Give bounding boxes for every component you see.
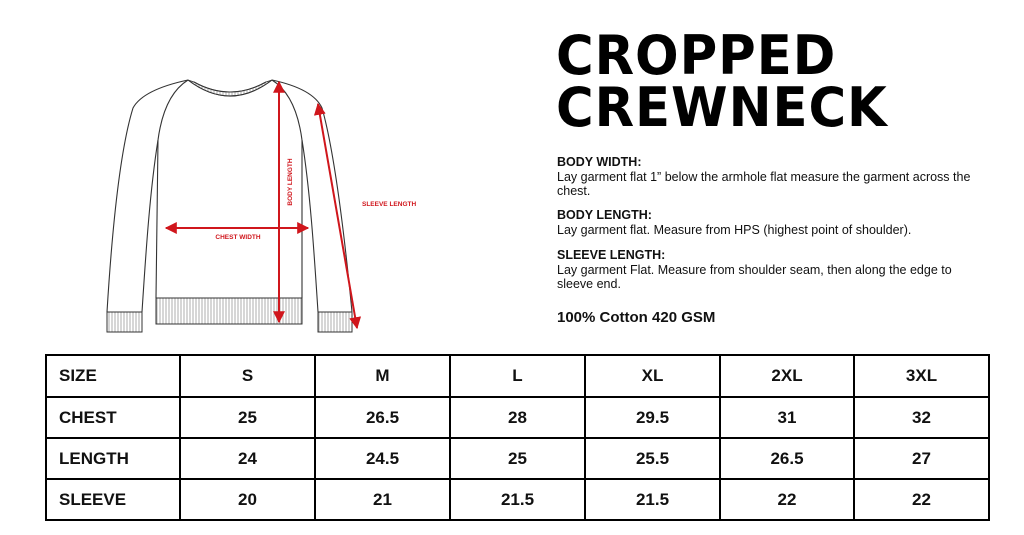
title-line-1: CROPPED xyxy=(556,24,837,87)
table-row-sleeve xyxy=(46,479,989,520)
row-label: SLEEVE xyxy=(46,479,180,520)
table-header-row xyxy=(46,355,989,397)
table-cell: 31 xyxy=(720,397,854,438)
spec-body-width xyxy=(557,155,977,199)
spec-sleeve-length xyxy=(557,248,977,292)
table-row-length xyxy=(46,438,989,479)
sleeve-length-arrow xyxy=(318,104,357,328)
header-cell-s: S xyxy=(180,355,315,397)
spec-text: Lay garment flat. Measure from HPS (highest point of shoulder). xyxy=(557,222,912,237)
table-cell: 29.5 xyxy=(585,397,720,438)
header-cell-size: SIZE xyxy=(46,355,180,397)
collar-rib xyxy=(188,80,272,96)
waistband-rib xyxy=(156,298,302,324)
right-cuff-rib xyxy=(318,312,352,332)
table-cell: 32 xyxy=(854,397,989,438)
product-title xyxy=(556,24,888,139)
sleeve-length-label: SLEEVE LENGTH xyxy=(362,201,417,208)
header-cell-xl: XL xyxy=(585,355,720,397)
header-cell-l: L xyxy=(450,355,585,397)
spec-heading: BODY WIDTH: xyxy=(557,155,642,169)
table-cell: 24 xyxy=(180,438,315,479)
sweatshirt-outline xyxy=(107,80,352,312)
chest-width-label: CHEST WIDTH xyxy=(215,234,261,241)
table-row-chest xyxy=(46,397,989,438)
table-cell: 22 xyxy=(854,479,989,520)
table-cell: 21.5 xyxy=(450,479,585,520)
table-cell: 26.5 xyxy=(720,438,854,479)
title-line-2: CREWNECK xyxy=(556,76,888,139)
garment-diagram xyxy=(60,28,417,340)
spec-text: Lay garment Flat. Measure from shoulder seam, then along the edge to sleeve end. xyxy=(557,262,952,291)
body-length-label: BODY LENGTH xyxy=(287,158,294,206)
table-cell: 22 xyxy=(720,479,854,520)
left-cuff-rib xyxy=(107,312,142,332)
material-info: 100% Cotton 420 GSM xyxy=(557,309,716,326)
spec-text: Lay garment flat 1” below the armhole flat measure the garment across the chest. xyxy=(557,169,971,198)
row-label: CHEST xyxy=(46,397,180,438)
header-cell-2xl: 2XL xyxy=(720,355,854,397)
spec-body-length xyxy=(557,208,977,237)
table-cell: 21 xyxy=(315,479,450,520)
table-cell: 27 xyxy=(854,438,989,479)
table-cell: 21.5 xyxy=(585,479,720,520)
header-cell-m: M xyxy=(315,355,450,397)
spec-heading: BODY LENGTH: xyxy=(557,208,652,222)
table-cell: 28 xyxy=(450,397,585,438)
header-cell-3xl: 3XL xyxy=(854,355,989,397)
spec-heading: SLEEVE LENGTH: xyxy=(557,248,666,262)
table-cell: 26.5 xyxy=(315,397,450,438)
size-chart-table xyxy=(45,354,990,521)
table-cell: 25.5 xyxy=(585,438,720,479)
row-label: LENGTH xyxy=(46,438,180,479)
table-cell: 25 xyxy=(450,438,585,479)
table-cell: 25 xyxy=(180,397,315,438)
table-cell: 24.5 xyxy=(315,438,450,479)
table-cell: 20 xyxy=(180,479,315,520)
